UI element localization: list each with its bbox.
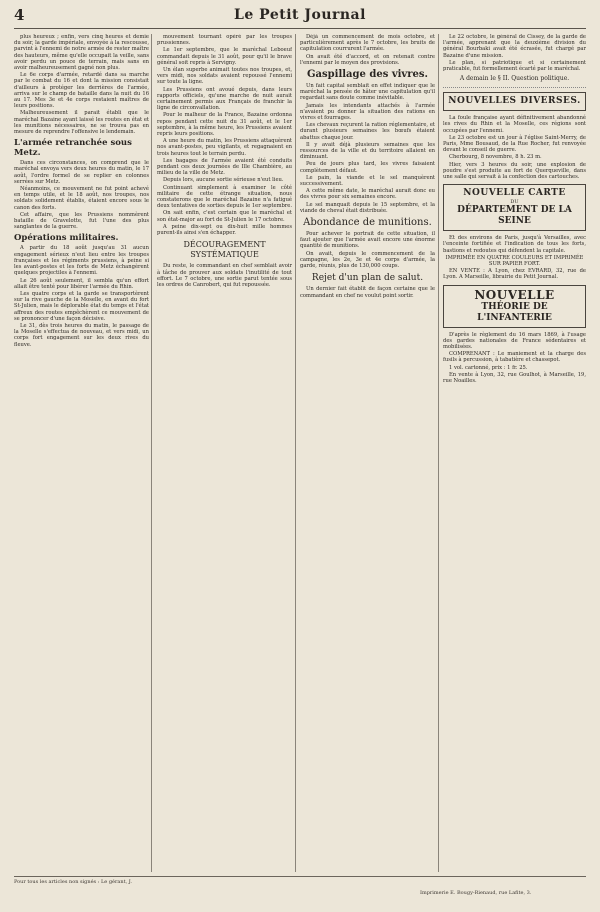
divider — [443, 86, 586, 88]
article-paragraph: Un dernier fait établit de façon certaine que le commandant en chef ne voulut point sortir. — [300, 286, 435, 299]
article-paragraph: Pour achever le portrait de cette situation, il faut ajouter que l'armée avait encore une énorme quantité de munitions. — [300, 231, 435, 250]
article-paragraph: Un élan superbe animait toutes nos troupes, et, vers midi, nos soldats avaient repoussé l'ennemi sur toute la ligne. — [157, 67, 292, 86]
printer-line: Imprimerie E. Bougy-Rienaud, rue Lafite, 3. — [420, 890, 532, 896]
article-paragraph: Jamais les intendants attachés à l'armée n'avaient pu donner la situation des rations en vivres et fourrages. — [300, 102, 435, 122]
article-paragraph: Du reste, le commandant en chef semblait avoir à tâche de prouver aux soldats l'inutilité de tout effort. Le 7 octobre, une sortie parut tentée sous les ordres de Canrobert, qui fut repoussée. — [157, 263, 292, 288]
article-paragraph: Le plan, si patriotique et si certainement praticable, fut formellement écarté par le maréchal. — [443, 59, 586, 73]
article-paragraph: COMPRENANT : Le maniement et la charge des fusils à percussion, à tabatière et chassepot. — [443, 351, 586, 364]
section-heading: DÉCOURAGEMENT SYSTÉMATIQUE — [183, 240, 266, 260]
ad-title: NOUVELLE CARTE — [463, 188, 566, 199]
article-paragraph: On avait, depuis le commencement de la campagne, les 2e, 3e et 4e corps d'armée, la garde, réunis, plus de 130,000 coups. — [300, 250, 435, 270]
ad-title-main: DÉPARTEMENT DE LA SEINE — [457, 205, 572, 227]
article-paragraph: Cet affaire, que les Prussiens nommèrent bataille de Gravelotte, fut l'une des plus sanglantes de la guerre. — [14, 211, 149, 231]
article-paragraph: 1 vol. cartonné, prix : 1 fr. 25. — [449, 364, 528, 371]
article-paragraph: Le sel manquait depuis le 15 septembre, et la viande de cheval était distribuée. — [300, 201, 435, 214]
section-heading: NOUVELLES DIVERSES. — [448, 96, 581, 107]
column-rule — [151, 34, 152, 872]
article-paragraph: La foule française ayant définitivement abandonné les rives du Rhin et la Moselle, ces régions sont occupées par l'ennemi. — [443, 115, 586, 134]
article-paragraph: Le 31, dès trois heures du matin, le passage de la Moselle s'effectua de nouveau, et vers midi, un corps fort engagement sur les deux rives du fleuve. — [14, 322, 149, 348]
article-paragraph: Les chevaux reçurent la ration réglementaire, et durant plusieurs semaines les bœufs étaient abattus chaque jour. — [300, 122, 435, 141]
news-box — [443, 92, 586, 111]
article-paragraph: Les Prussiens ont avoué depuis, dans leurs rapports officiels, qu'une marche de nuit aurait certainement permis aux Français de franchir la ligne de circonvallation. — [157, 86, 292, 112]
article-paragraph: Continuant simplement à examiner le côté militaire de cette étrange situation, nous constaterons que le maréchal Bazaine n'a fatigué deux tentatives de sorties depuis le 1er septembre. — [157, 184, 292, 210]
article-paragraph: Déjà un commencement de mois octobre, et particulièrement après le 7 octobre, les bruits de capitulation courrurent l'armée. — [300, 34, 435, 53]
column-1 — [14, 34, 149, 872]
article-paragraph: Il y avait déjà plusieurs semaines que les ressources de la ville et du territoire allaient en diminuant. — [300, 141, 435, 161]
article-paragraph: A une heure du matin, les Prussiens attaquèrent nos avant-postes, peu vigilants, et regagnaient en trois heures tout le terrain perdu. — [157, 138, 292, 157]
article-paragraph: Néanmoins, ce mouvement ne fut point achevé en temps utile, et le 18 août, nos troupes, nos soldats solidement établis, étaient encore sous le canon des forts. — [14, 186, 149, 211]
article-paragraph: EN VENTE : A Lyon, chez EVRARD, 32, rue de Lyon. A Marseille, librairie du Petit Journal. — [443, 268, 586, 281]
article-paragraph: plus heureux ; enfin, vers cinq heures et demie du soir, la garde impériale, envoyée à la rescousse, parvint à l'ennemi de notre armée de rester maître des hauteurs, même qu'elle occupait la veille, sans avoir perdu un pouce de terrain, mais sans en avoir malheureusement gagné non plus. — [14, 34, 149, 72]
column-2 — [157, 34, 292, 872]
article-paragraph: A peine dix-sept ou dix-huit mille hommes purent-ils ainsi s'en échapper. — [157, 223, 292, 237]
section-heading: L'armée retranchée sous Metz. — [14, 138, 132, 159]
article-paragraph: mouvement tournant opéré par les troupes prussiennes. — [157, 34, 292, 47]
article-paragraph: Les quatre corps et la garde se transportèrent sur la rive gauche de la Moselle, en avant du fort St-Julien, mais le déplorable état du temps et l'état affreux des routes empêchèrent ce mouvement de se prononcer d'une façon décisive. — [14, 290, 149, 322]
article-paragraph: Le 6e corps d'armée, retardé dans sa marche par le combat du 16 et dont la mission consistait d'ailleurs à protéger les derrières de l'armée, arriva sur le champ de bataille dans la nuit du 16 au 17. Mes 3e et 4e corps restaient maîtres de leurs positions. — [14, 72, 149, 110]
column-rule — [295, 34, 296, 872]
advertisement-map — [443, 184, 586, 231]
article-paragraph: Et des environs de Paris, jusqu'à Versailles, avec l'enceinte fortifiée et l'indication de tous les forts, bastions et redoutes qui défendent la capitale. — [443, 235, 586, 254]
article-paragraph: Peu de jours plus tard, les vivres faisaient complètement défaut. — [300, 161, 435, 174]
article-paragraph: Le 26 août seulement, il sembla qu'un effort allait être tenté pour libérer l'armée du Rhin. — [14, 277, 149, 290]
column-4 — [443, 34, 586, 872]
section-heading: Opérations militaires. — [14, 233, 119, 244]
page-footer — [14, 876, 586, 886]
newspaper-title: Le Petit Journal — [234, 7, 366, 23]
section-heading: Abondance de munitions. — [303, 217, 432, 229]
article-paragraph: Les bagages de l'armée avaient été conduits pendant ces deux journées de Ille Chambière, au milieu de la ville de Metz. — [157, 157, 292, 177]
section-heading: Rejet d'un plan de salut. — [311, 273, 424, 284]
article-paragraph: Pour le malheur de la France, Bazaine ordonna repos pendant cette nuit du 31 août, et le 1er septembre, à la même heure, les Prussiens avaient repris leurs positions. — [157, 112, 292, 138]
article-paragraph: A cette même date, le maréchal aurait donc eu des vivres pour six semaines encore. — [300, 188, 435, 201]
article-paragraph: Le 23 octobre est un jour à l'église Saint-Merry, de Paris, Mme Bousaud, de la Rue Rocher, fut renvoyée devant le conseil de guerre. — [443, 134, 586, 154]
article-paragraph: D'après le règlement du 16 mars 1869, à l'usage des gardes nationales de France sédentaires et mobilisées. — [443, 331, 586, 351]
article-paragraph: On sait enfin, c'est certain que le maréchal et son état-major au fort de St-Julien le 17 octobre. — [157, 210, 292, 223]
article-paragraph: Le pain, la viande et le sel manquèrent successivement. — [300, 174, 435, 188]
article-paragraph: Malheureusement il parait établi que le maréchal Bazaine ayant laissé les routes en état et les munitions nécessaires, ne se trouva pas en mesure de reprendre l'offensive le lendemain. — [14, 110, 149, 136]
article-paragraph: A partir du 18 août jusqu'au 31 aucun engagement sérieux n'eut lieu entre les troupes françaises et les régiments prussiens, à peine si les avant-postes et les forts de Metz échangèrent quelques projectiles à l'ennemi. — [14, 245, 149, 277]
ad-title-main: THÉORIE DE L'INFANTERIE — [477, 301, 552, 323]
article-paragraph: Le 1er septembre, que le maréchal Leboeuf commandait depuis le 31 août, pour qu'il le brave général soit repris à Servigny. — [157, 47, 292, 66]
article-paragraph: Le 22 octobre, le général de Cissey, de la garde de l'armée, apprenant que la deuxième division du général Bourbaki avait été écrasée, fut chargé par Bazaine d'une mission. — [443, 34, 586, 59]
page-header — [14, 6, 586, 29]
article-paragraph: Un fait capital semblait en effet indiquer que le maréchal la pensée de hâter une capitulation qu'il regardait sans doute comme inévitable. — [300, 83, 435, 102]
article-paragraph: Cherbourg, 8 novembre, 8 h. 23 m. — [449, 154, 542, 161]
section-heading: Gaspillage des vivres. — [307, 69, 428, 81]
article-paragraph: Depuis lors, aucune sortie sérieuse n'eut lieu. — [163, 177, 284, 184]
article-paragraph: Dans ces circonstances, on comprend que le maréchal envoya vers deux heures du matin, le 17 août, l'ordre formel de se replier en colonnes serrées sur Metz. — [14, 160, 149, 185]
page-number: 4 — [14, 6, 25, 24]
article-paragraph: IMPRIMÉE EN QUATRE COULEURS ET IMPRIMÉE SUR PAPIER FORT. — [445, 254, 584, 268]
column-3 — [300, 34, 435, 872]
advertisement-theory — [443, 285, 586, 328]
article-paragraph: Hier, vers 3 heures du soir, une explosion de poudre s'est produite au fort de Querqueville, dans une salle qui servait à la confection des cartouches. — [443, 161, 586, 181]
ad-subtitle: DU — [510, 199, 519, 206]
article-paragraph: En vente à Lyon, 32, rue Goulhot, à Marseille, 19, rue Noailles. — [443, 371, 586, 385]
continuation-note: A demain le § II. Question politique. — [459, 75, 570, 83]
footer-line: Pour tous les articles non signés : Le gérant, J. — [14, 879, 133, 885]
column-rule — [438, 34, 439, 872]
article-paragraph: On avait été d'accord, et on retenait contre l'ennemi par le moyen des provisions. — [300, 53, 435, 66]
ad-title: NOUVELLE — [474, 287, 555, 302]
